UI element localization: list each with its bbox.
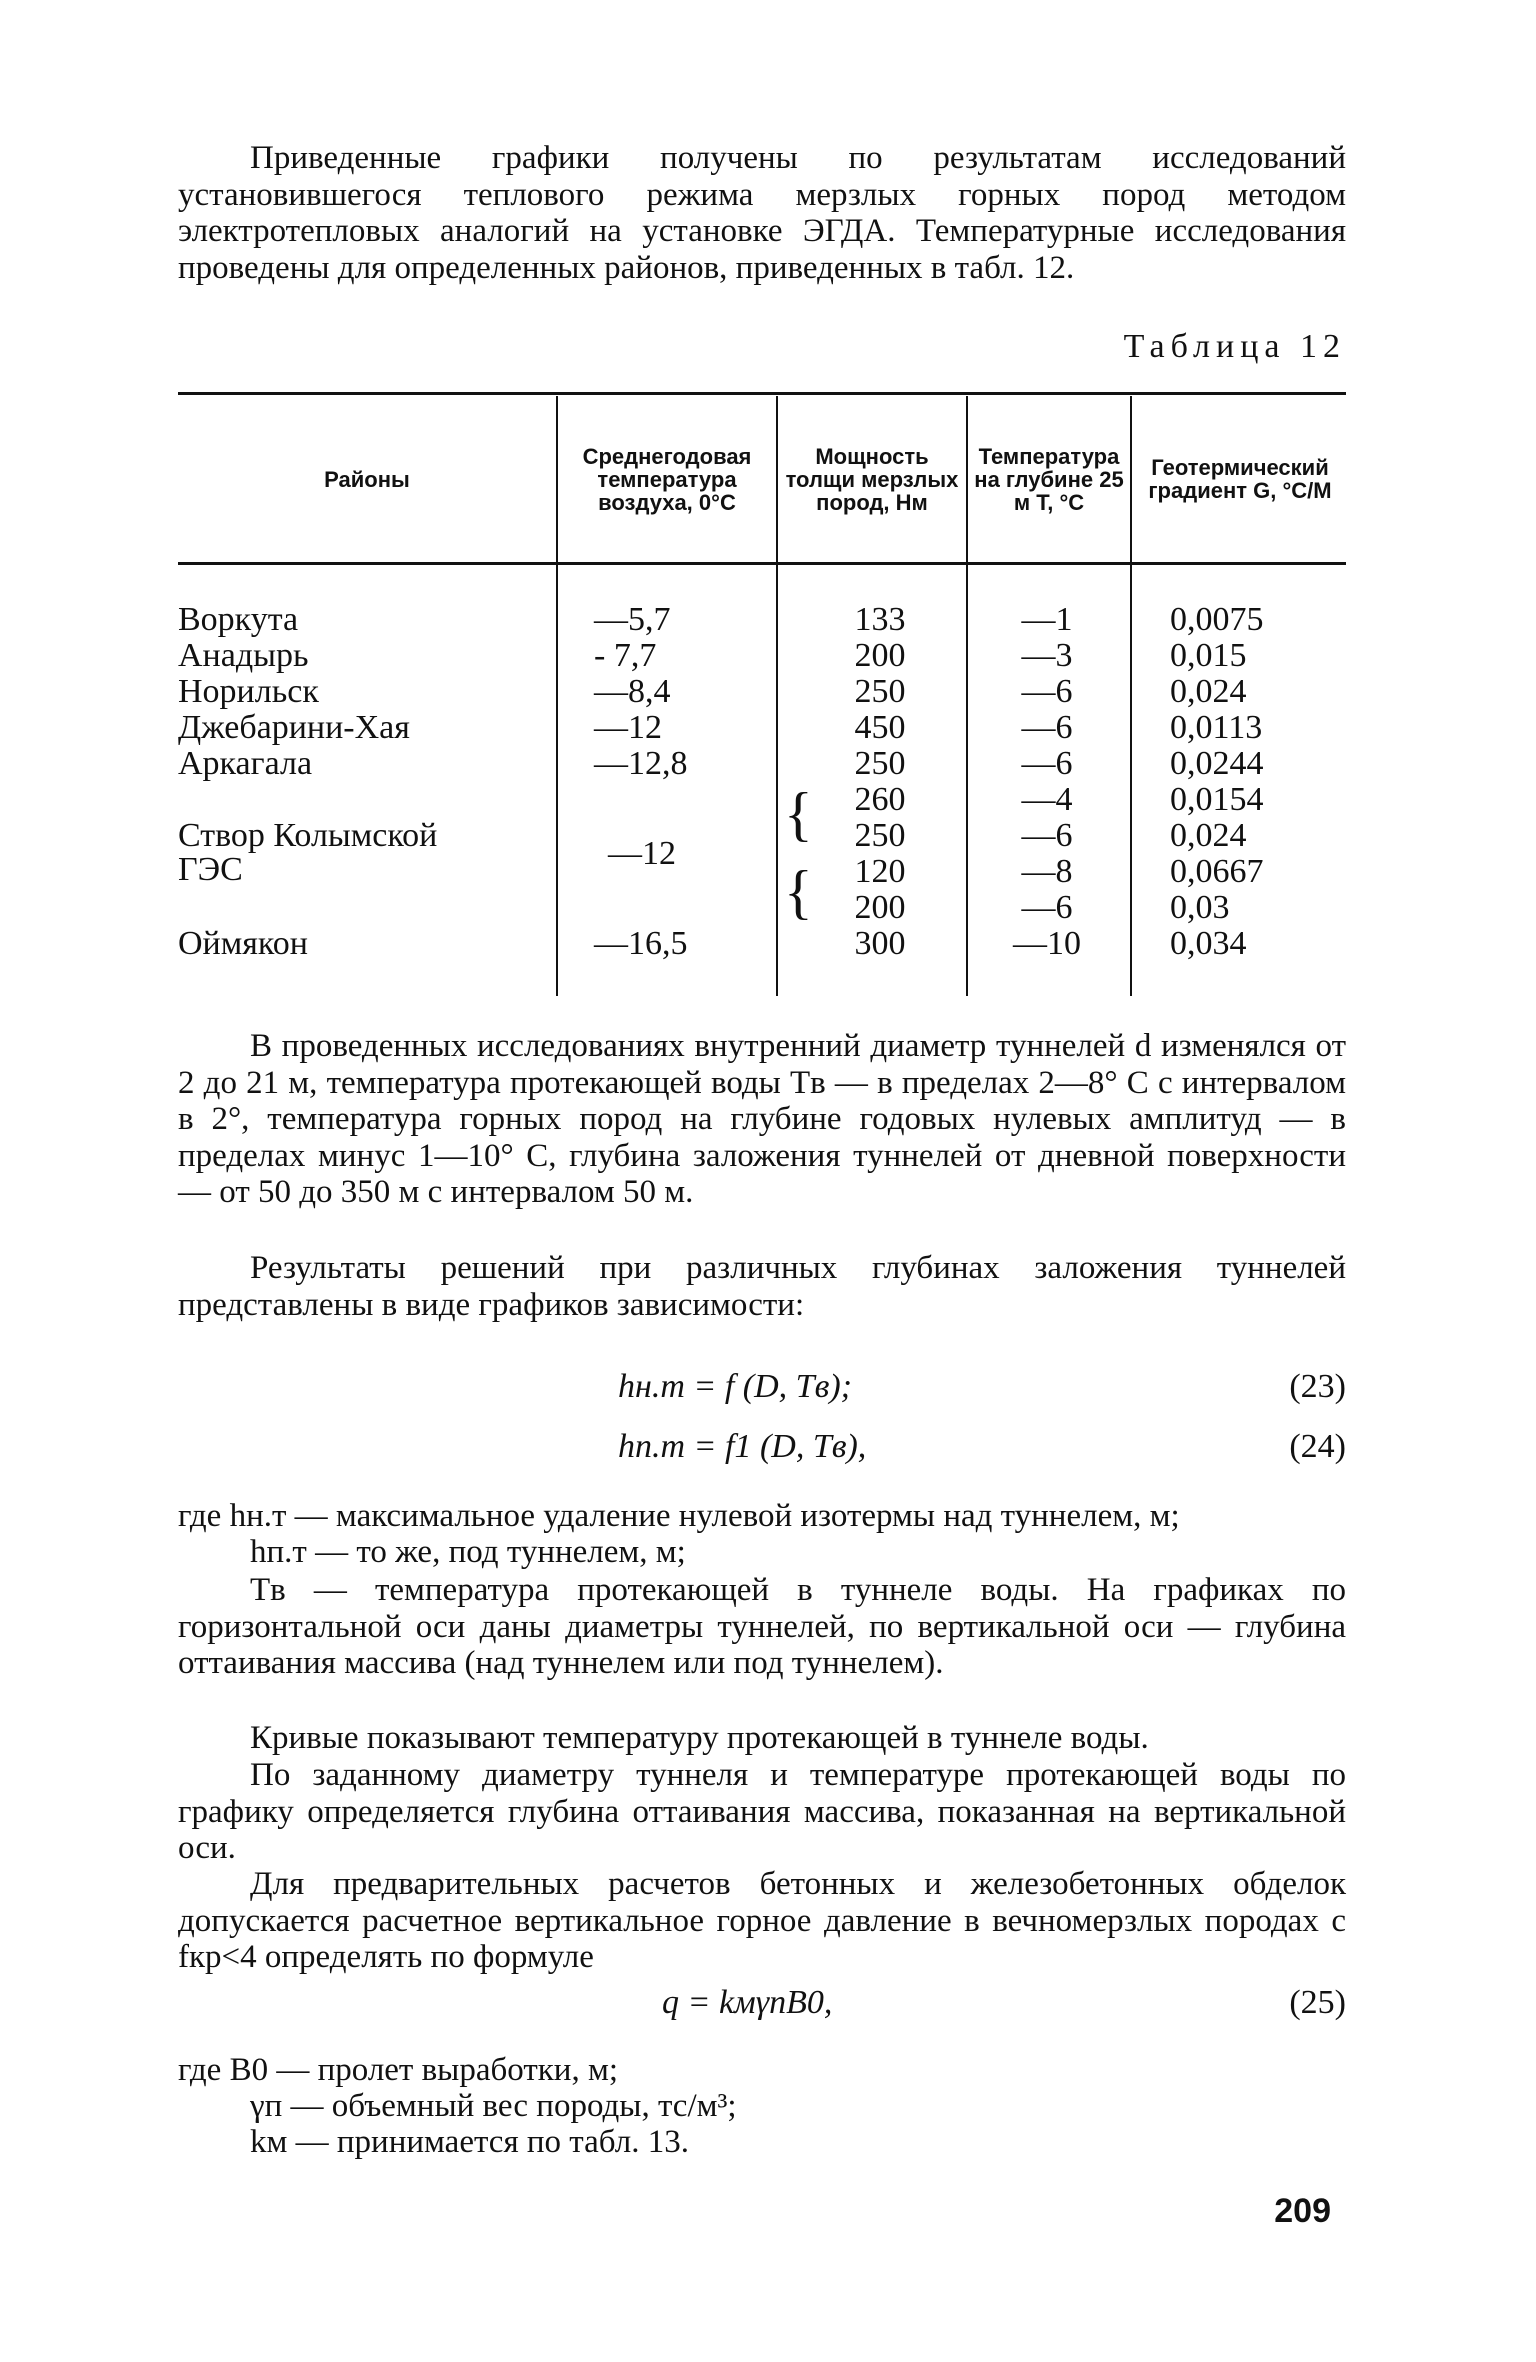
column-divider-3 (966, 396, 968, 996)
paragraph-pressure: Для предварительных расчетов бетонных и железобетонных обделок допускается расчетное вертикальное горное давление в вечномерзлых породах с fкр<4 определять по формуле (178, 1866, 1346, 1975)
gradient-value: 0,024 (1170, 817, 1247, 854)
formula-23: hн.т = f (D, Tв); (618, 1368, 852, 1405)
gradient-value: 0,0154 (1170, 781, 1264, 818)
gradient-value: 0,0075 (1170, 601, 1264, 638)
thickness-value: 120 (854, 853, 906, 890)
gradient-column (1170, 602, 1320, 962)
header-region: Районы (324, 466, 410, 492)
temp25-column (992, 602, 1102, 962)
air-temp-kolyma: —12 (608, 835, 676, 872)
temp25-value: —1 (1021, 601, 1073, 638)
page-number: 209 (1274, 2192, 1331, 2230)
air-temp-dzhebarini: —12 (594, 709, 662, 746)
region-arkagala: Аркагала (178, 745, 313, 782)
gradient-value: 0,015 (1170, 637, 1247, 674)
definition-h-pt: hп.т — то же, под туннелем, м; (250, 1534, 686, 1570)
thickness-value: 450 (854, 709, 906, 746)
temp25-value: —6 (1021, 745, 1073, 782)
formula-24: hп.т = f1 (D, Tв), (618, 1428, 867, 1465)
gradient-value: 0,0113 (1170, 709, 1263, 746)
region-dzhebarini: Джебарини-Хая (178, 709, 410, 746)
paragraph-curves: Кривые показывают температуру протекающей в туннеле воды. (250, 1720, 1149, 1756)
region-oymyakon: Оймякон (178, 925, 308, 962)
air-temp-norilsk: —8,4 (594, 673, 671, 710)
paragraph-procedure: По заданному диаметру туннеля и температуре протекающей воды по графику определяется глубина оттаивания массива, показанная на вертикальной оси. (178, 1757, 1346, 1866)
air-temp-arkagala: —12,8 (594, 745, 688, 782)
gradient-value: 0,0244 (1170, 745, 1264, 782)
temp25-value: —4 (1021, 781, 1073, 818)
definition-h-nt: где hн.т — максимальное удаление нулевой изотермы над туннелем, м; (178, 1498, 1180, 1534)
region-anadyr: Анадырь (178, 637, 309, 674)
gradient-value: 0,034 (1170, 925, 1247, 962)
temp25-value: —6 (1021, 709, 1073, 746)
thickness-value: 250 (854, 817, 906, 854)
header-air-temp: Среднегодовая температура воздуха, 0°С (582, 443, 752, 515)
air-temp-vorkuta: —5,7 (594, 601, 671, 638)
thickness-value: 250 (854, 745, 906, 782)
header-gradient: Геотермический градиент G, °С/М (1148, 455, 1332, 503)
brace-lower: { (784, 859, 813, 925)
table-top-rule (178, 392, 1346, 395)
column-divider-1 (556, 396, 558, 996)
definition-t-v: Tв — температура протекающей в туннеле воды. На графиках по горизонтальной оси даны диаметры туннелей, по вертикальной оси — глубина оттаивания массива (над туннелем или под туннелем). (178, 1572, 1346, 1681)
gradient-value: 0,024 (1170, 673, 1247, 710)
table-caption: Таблица 12 (1123, 328, 1346, 365)
region-norilsk: Норильск (178, 673, 319, 710)
header-temp-25m: Температура на глубине 25 м T, °С (974, 443, 1124, 515)
temp25-value: —10 (1013, 925, 1081, 962)
region-kolyma-1: Створ Колымской (178, 817, 438, 854)
region-kolyma-2: ГЭС (178, 851, 243, 888)
thickness-column (820, 602, 940, 962)
thickness-value: 250 (854, 673, 906, 710)
formula-25: q = kмγпB0, (662, 1984, 833, 2021)
temp25-value: —6 (1021, 673, 1073, 710)
temp25-value: —6 (1021, 817, 1073, 854)
column-divider-4 (1130, 396, 1132, 996)
air-temp-oymyakon: —16,5 (594, 925, 688, 962)
equation-number-25: (25) (1289, 1984, 1346, 2021)
temp25-value: —6 (1021, 889, 1073, 926)
thickness-value: 300 (854, 925, 906, 962)
paragraph-research: В проведенных исследованиях внутренний диаметр туннелей d изменялся от 2 до 21 м, температура протекающей воды Tв — в пределах 2—8° С с интервалом в 2°, температура горных пород на глубине годовых нулевых амплитуд — в пределах минус 1—10° С, глубина заложения туннелей от дневной поверхности — от 50 до 350 м с интервалом 50 м. (178, 1028, 1346, 1210)
paragraph-results: Результаты решений при различных глубинах заложения туннелей представлены в виде графиков зависимости: (178, 1250, 1346, 1323)
definition-b0: где B0 — пролет выработки, м; (178, 2052, 619, 2088)
thickness-value: 260 (854, 781, 906, 818)
paragraph-intro: Приведенные графики получены по результатам исследований установившегося теплового режима мерзлых горных пород методом электротепловых аналогий на установке ЭГДА. Температурные исследования проведены для определенных районов, приведенных в табл. 12. (178, 140, 1346, 286)
air-temp-anadyr: - 7,7 (594, 637, 657, 674)
header-thickness: Мощность толщи мерзлых пород, Hм (785, 443, 959, 515)
thickness-value: 200 (854, 637, 906, 674)
brace-upper: { (784, 781, 813, 847)
column-divider-2 (776, 396, 778, 996)
region-vorkuta: Воркута (178, 601, 299, 638)
definition-gamma: γп — объемный вес породы, тс/м³; (250, 2088, 737, 2124)
thickness-value: 200 (854, 889, 906, 926)
gradient-value: 0,03 (1170, 889, 1230, 926)
thickness-value: 133 (854, 601, 906, 638)
equation-number-24: (24) (1289, 1428, 1346, 1465)
table-header-rule (178, 562, 1346, 565)
gradient-value: 0,0667 (1170, 853, 1264, 890)
temp25-value: —8 (1021, 853, 1073, 890)
definition-km: kм — принимается по табл. 13. (250, 2124, 689, 2160)
equation-number-23: (23) (1289, 1368, 1346, 1405)
temp25-value: —3 (1021, 637, 1073, 674)
